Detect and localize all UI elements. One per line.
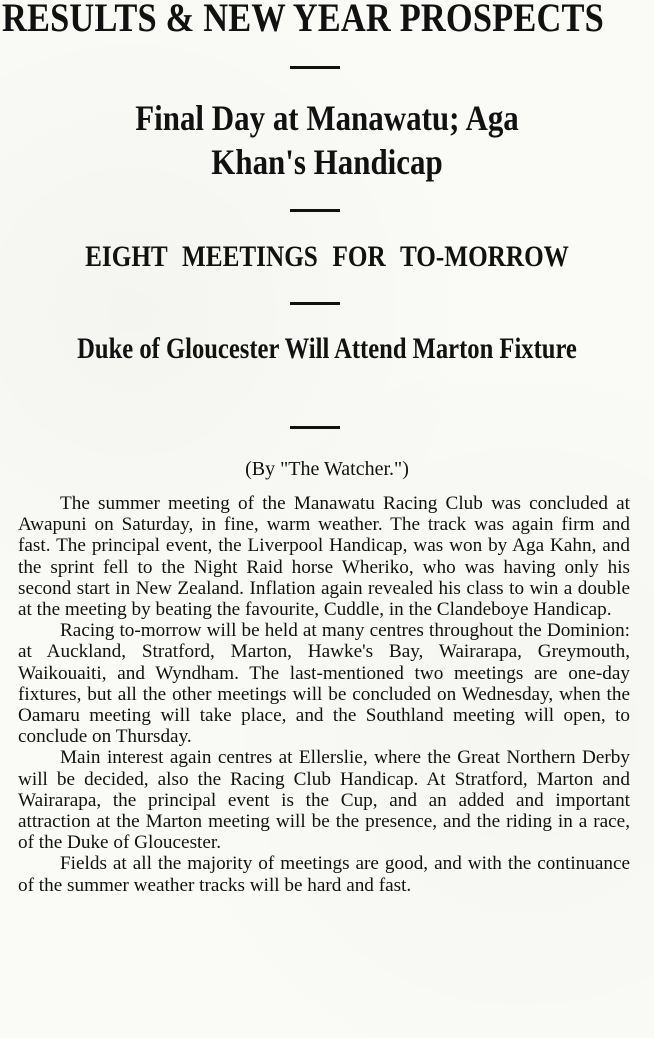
- article-paragraph: Fields at all the majority of meetings are good, and with the continuance of the summer weather tracks will be hard and fast.: [18, 853, 630, 896]
- headline-divider: [290, 426, 340, 429]
- headline-divider: [290, 209, 340, 212]
- headline-divider: [290, 66, 340, 69]
- subheadline-duke-of-gloucester: Duke of Gloucester Will Attend Marton Fixture: [77, 332, 577, 365]
- main-headline: RESULTS & NEW YEAR PROSPECTS: [2, 0, 604, 40]
- subheadline-final-day: Final Day at Manawatu; Aga Khan's Handicap: [135, 98, 519, 182]
- article-paragraph: Racing to-morrow will be held at many centres throughout the Dominion: at Auckland, Stratford, Marton, Hawke's Bay, Wairarapa, Greymouth, Waikouaiti, and Wyndham. The last-mentioned two meetings are one-day fixtures, but all the other meetings will be concluded on Wednesday, when the Oamaru meeting will take place, and the Southland meeting will open, to conclude on Thursday.: [18, 620, 630, 748]
- subheadline-eight-meetings: EIGHT MEETINGS FOR TO-MORROW: [85, 240, 569, 273]
- article-paragraph: Main interest again centres at Ellerslie, where the Great Northern Derby will be decided, also the Racing Club Handicap. At Stratford, Marton and Wairarapa, the principal event is the Cup, and an added and important attraction at the Marton meeting will be the presence, and the riding in a race, of the Duke of Gloucester.: [18, 747, 630, 854]
- byline: (By "The Watcher."): [245, 458, 409, 480]
- headline-divider: [290, 302, 340, 305]
- article-body: [18, 493, 630, 896]
- article-paragraph: The summer meeting of the Manawatu Racing Club was concluded at Awapuni on Saturday, in fine, warm weather. The track was again firm and fast. The principal event, the Liverpool Handicap, was won by Aga Kahn, and the sprint fell to the Night Raid horse Wheriko, who was having only his second start in New Zealand. Inflation again revealed his class to win a double at the meeting by beating the favourite, Cuddle, in the Clandeboye Handicap.: [18, 493, 630, 621]
